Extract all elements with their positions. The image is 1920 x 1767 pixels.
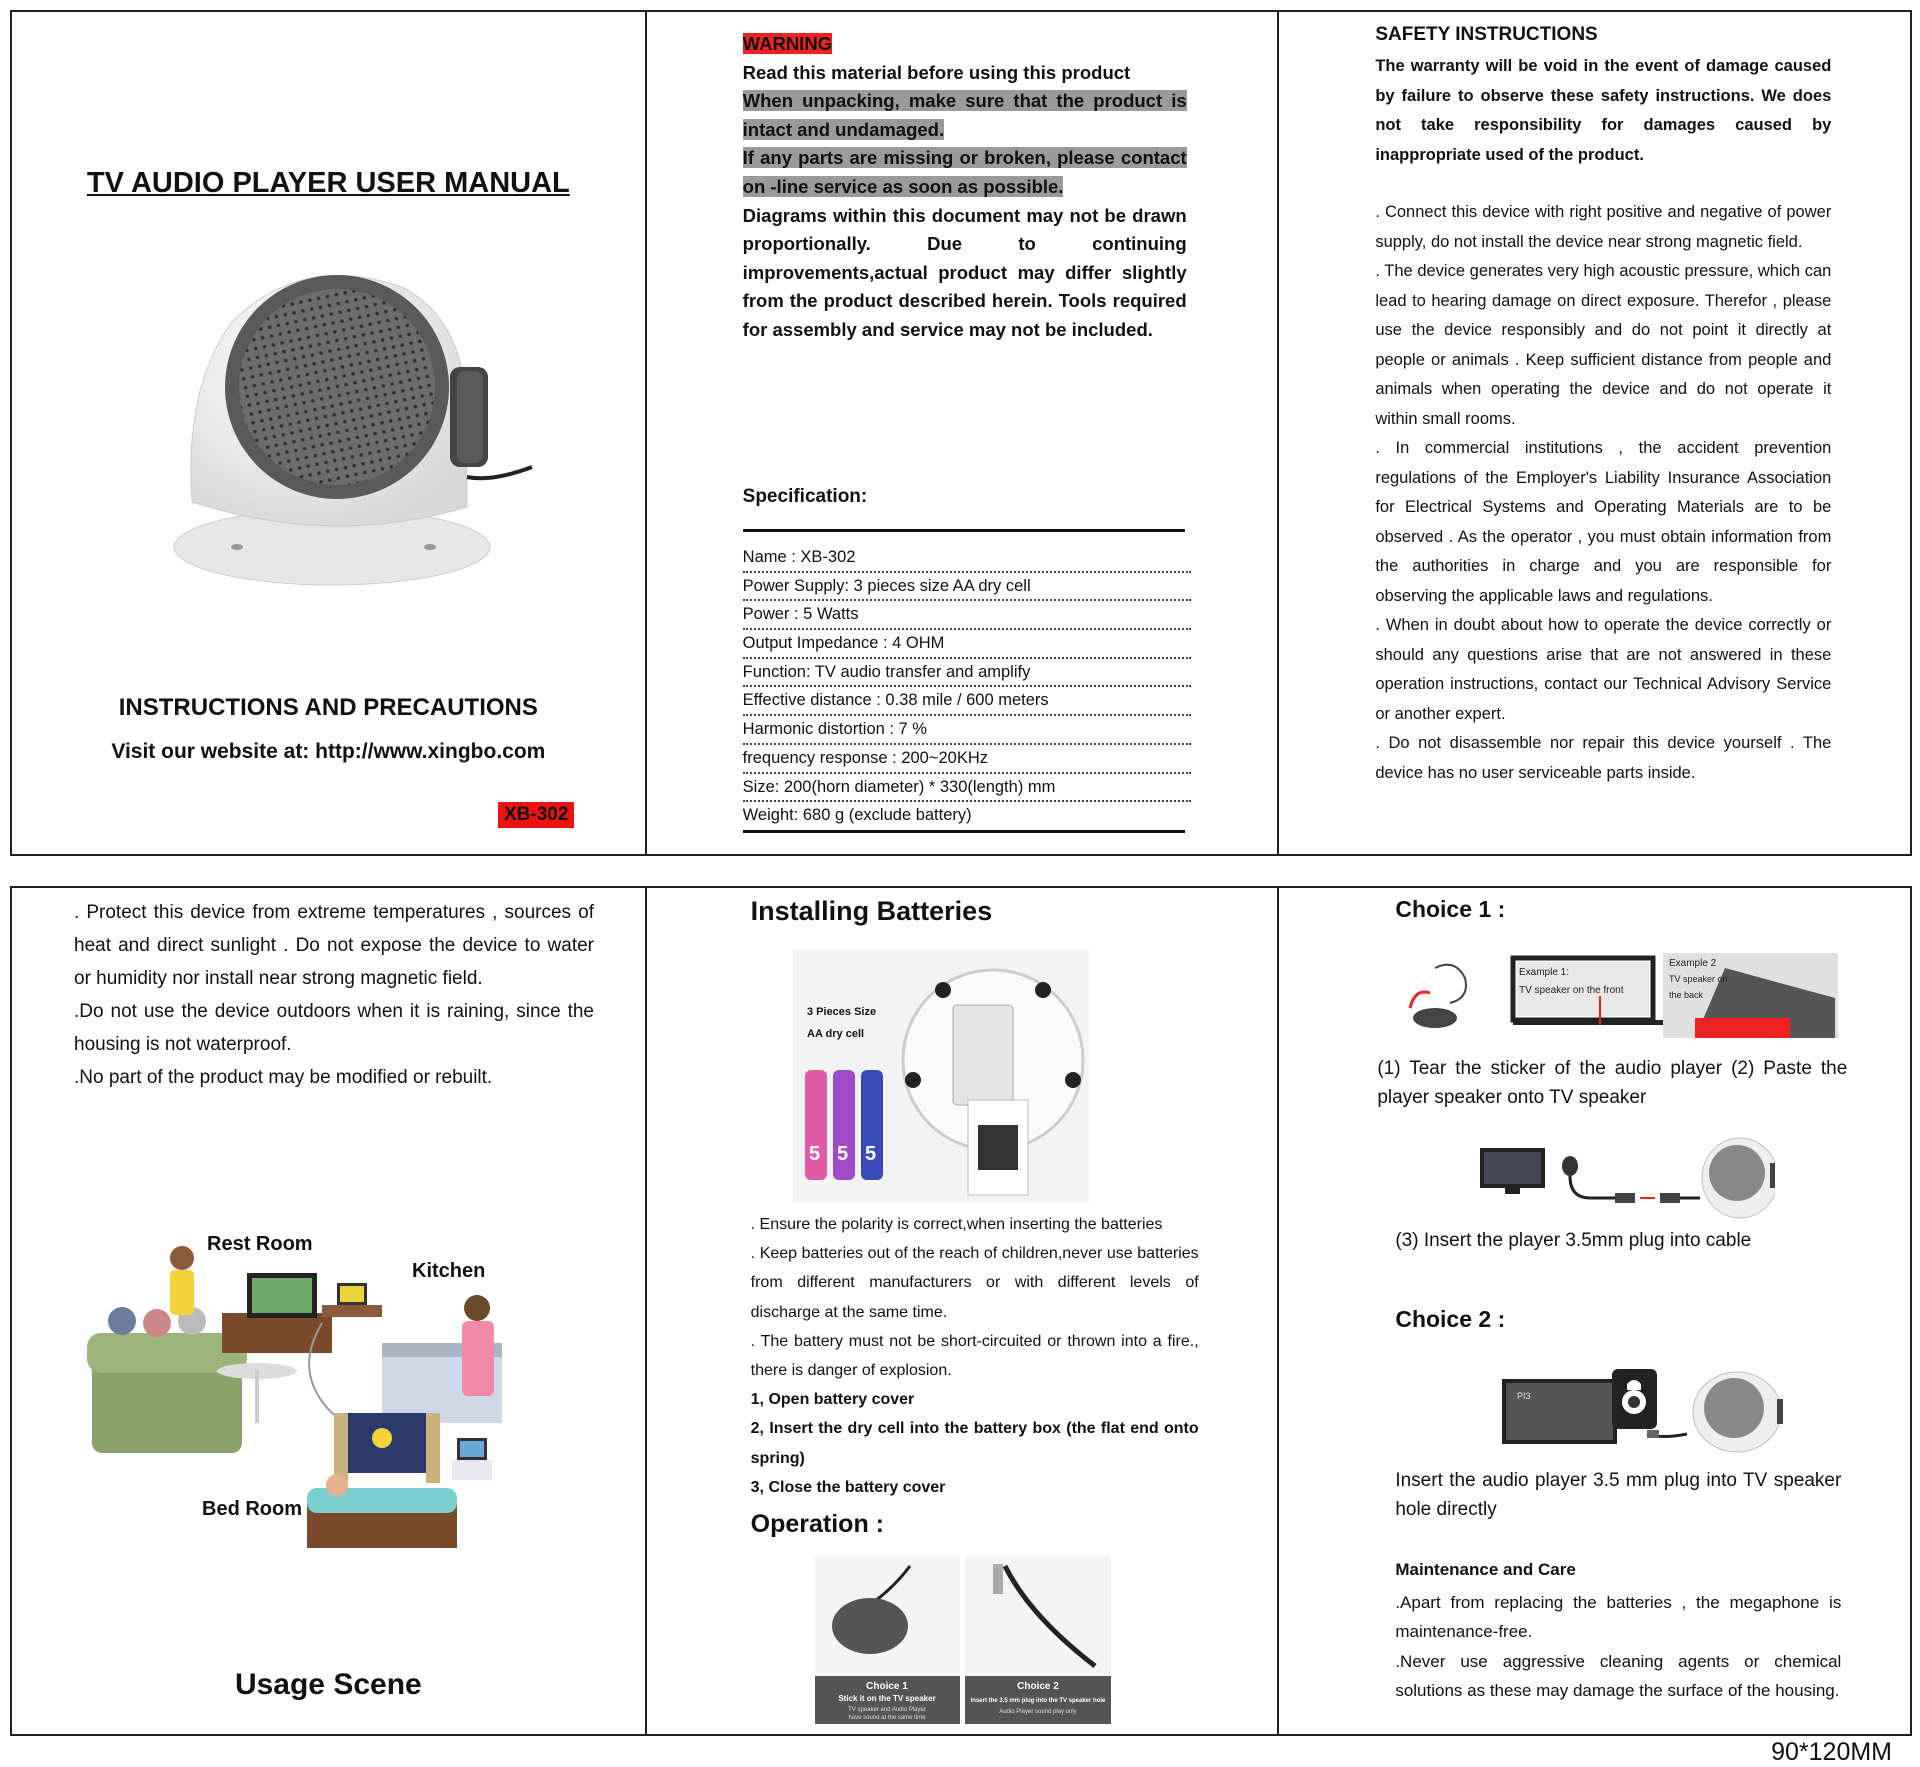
spec-row: Power : 5 Watts	[743, 601, 1191, 630]
warning-missing: If any parts are missing or broken, please contact on -line service as soon as possible.	[742, 147, 1187, 197]
spec-row: Harmonic distortion : 7 %	[743, 716, 1191, 745]
battery-step: 1, Open battery cover	[750, 1391, 915, 1409]
battery-note: . Ensure the polarity is correct,when inserting the batteries	[750, 1216, 1163, 1233]
batteries-panel	[645, 888, 1278, 1734]
warning-panel	[645, 12, 1278, 854]
warning-block	[743, 30, 1187, 345]
spec-row: Size: 200(horn diameter) * 330(length) mm	[743, 774, 1191, 803]
batteries-title: Installing Batteries	[750, 896, 993, 926]
safety-item: . When in doubt about how to operate the device correctly or should any questions arise that are not answered in these operation instructions, contact our Technical Advisory Service or another expert.	[1375, 616, 1832, 723]
cable-connection-image	[1475, 1128, 1775, 1228]
spec-row: Power Supply: 3 pieces size AA dry cell	[743, 573, 1191, 602]
choice1-step3: (3) Insert the player 3.5mm plug into cable	[1395, 1230, 1752, 1251]
page-row-bottom	[10, 886, 1912, 1736]
precautions-panel	[12, 888, 645, 1734]
maintenance-list	[1395, 1588, 1841, 1705]
page-row-top	[10, 10, 1912, 856]
maintenance-title: Maintenance and Care	[1395, 1560, 1576, 1579]
battery-notes	[751, 1210, 1199, 1502]
op-choice2-label: Choice 2	[1016, 1681, 1059, 1692]
spec-table	[743, 544, 1191, 831]
safety-item: . The device generates very high acoustic pressure, which can lead to hearing damage on direct exposure. Therefor , please use the device responsibly and do not point it directly at people or animals . Keep sufficient distance from people and animals when operating the device and do not operate it within small rooms.	[1375, 262, 1832, 428]
op-choice1-small-1: TV speaker and Audio Player	[847, 1707, 926, 1713]
warning-unpack: When unpacking, make sure that the product is intact and undamaged.	[742, 90, 1187, 140]
precaution-item: .Do not use the device outdoors when it is raining, since the housing is not waterproof.	[74, 1001, 594, 1055]
usage-scene-title: Usage Scene	[234, 1668, 422, 1701]
battery-mark: 5	[864, 1143, 876, 1165]
warning-read: Read this material before using this product	[742, 61, 1131, 83]
battery-step: 2, Insert the dry cell into the battery box (the flat end onto spring)	[750, 1420, 1199, 1467]
spec-row: frequency response : 200~20KHz	[743, 745, 1191, 774]
precaution-item: .No part of the product may be modified or rebuilt.	[74, 1067, 493, 1088]
battery-mark: 5	[836, 1143, 848, 1165]
tv-screen-mark: PI3	[1517, 1391, 1531, 1401]
op-choice1-label: Choice 1	[865, 1681, 908, 1692]
choice2-text: Insert the audio player 3.5 mm plug into TV speaker hole directly	[1395, 1470, 1842, 1520]
safety-item: . Connect this device with right positive and negative of power supply, do not install the device near strong magnetic field.	[1375, 203, 1832, 251]
safety-item: . Do not disassemble nor repair this device yourself . The device has no user serviceable parts inside.	[1375, 734, 1832, 782]
operation-image	[815, 1556, 1111, 1724]
website-line: Visit our website at: http://www.xingbo.com	[111, 740, 546, 763]
spec-title: Specification:	[742, 486, 868, 507]
safety-list	[1375, 198, 1831, 788]
spec-row: Function: TV audio transfer and amplify	[743, 659, 1191, 688]
maintenance-item: .Apart from replacing the batteries , the megaphone is maintenance-free.	[1395, 1593, 1842, 1642]
usage-scene-illustration	[82, 1213, 582, 1643]
example2-sub-1: TV speaker on	[1669, 974, 1728, 984]
choices-panel	[1277, 888, 1910, 1734]
spec-row: Weight: 680 g (exclude battery)	[742, 806, 972, 825]
spec-row: Effective distance : 0.38 mile / 600 meters	[743, 687, 1191, 716]
scene-label-kitchen: Kitchen	[412, 1260, 486, 1282]
precautions-list	[74, 896, 594, 1094]
example2-label: Example 2	[1669, 958, 1717, 969]
warning-diagrams: Diagrams within this document may not be drawn proportionally. Due to continuing improvements,actual product may differ slightly from the product described herein. Tools required for assembly and service may not be included.	[742, 204, 1187, 340]
battery-caption-1: 3 Pieces Size	[806, 1006, 876, 1018]
spec-row: Name : XB-302	[743, 544, 1191, 573]
warning-label: WARNING	[742, 33, 833, 54]
battery-image	[793, 950, 1089, 1202]
maintenance-item: .Never use aggressive cleaning agents or chemical solutions as these may damage the surface of the housing.	[1395, 1651, 1842, 1700]
manual-title: TV AUDIO PLAYER USER MANUAL	[86, 167, 570, 199]
spec-rule-bottom	[743, 830, 1185, 833]
safety-item: . In commercial institutions , the accident prevention regulations of the Employer's Liability Insurance Association for Electrical Systems and Operating Materials are to be observed . As the operator , you must obtain information from the authorities in charge and you are responsible for observing the applicable laws and regulations.	[1375, 439, 1832, 605]
page-size-label: 90*120MM	[1771, 1738, 1892, 1766]
battery-note: . Keep batteries out of the reach of children,never use batteries from different manufacturers or with different levels of discharge at the same time.	[750, 1245, 1199, 1321]
battery-mark: 5	[808, 1143, 820, 1165]
safety-intro: The warranty will be void in the event of damage caused by failure to observe these safety instructions. We does not take responsibility for damages caused by inappropriate used of the product.	[1375, 57, 1832, 164]
choice1-examples-image	[1395, 948, 1841, 1043]
model-badge: XB-302	[498, 802, 574, 828]
instructions-heading: INSTRUCTIONS AND PRECAUTIONS	[118, 694, 538, 721]
battery-caption-2: AA dry cell	[806, 1028, 864, 1040]
safety-panel	[1277, 12, 1910, 854]
op-choice1-small-2: have sound at the same time	[848, 1715, 926, 1721]
op-choice1-sub: Stick it on the TV speaker	[837, 1694, 936, 1703]
scene-label-bed-room: Bed Room	[202, 1498, 302, 1520]
spec-rule-top	[743, 529, 1185, 532]
battery-note: . The battery must not be short-circuited or thrown into a fire., there is danger of explosion.	[750, 1332, 1199, 1380]
precaution-item: . Protect this device from extreme temperatures , sources of heat and direct sunlight . Do not expose the device to water or humidity nor install near strong magnetic field.	[74, 902, 594, 989]
safety-title: SAFETY INSTRUCTIONS	[1375, 24, 1598, 45]
op-choice2-small: Audio Player sound play only	[998, 1709, 1077, 1715]
choice2-title: Choice 2 :	[1395, 1306, 1506, 1332]
spec-row: Output Impedance : 4 OHM	[743, 630, 1191, 659]
cover-panel	[12, 12, 645, 854]
example1-label: Example 1:	[1519, 967, 1570, 978]
scene-label-rest-room: Rest Room	[207, 1233, 313, 1255]
example1-sub: TV speaker on the front	[1519, 985, 1624, 996]
product-image	[162, 247, 562, 592]
battery-step: 3, Close the battery cover	[750, 1478, 946, 1496]
choice1-text: (1) Tear the sticker of the audio player (2) Paste the player speaker onto TV speaker	[1377, 1058, 1848, 1108]
operation-title: Operation :	[750, 1510, 884, 1538]
op-choice2-sub: Insert the 3.5 mm plug into the TV speaker hole	[970, 1698, 1106, 1704]
example2-sub-2: the back	[1669, 990, 1704, 1000]
choice1-title: Choice 1 :	[1395, 896, 1506, 922]
direct-plug-image	[1497, 1364, 1797, 1454]
